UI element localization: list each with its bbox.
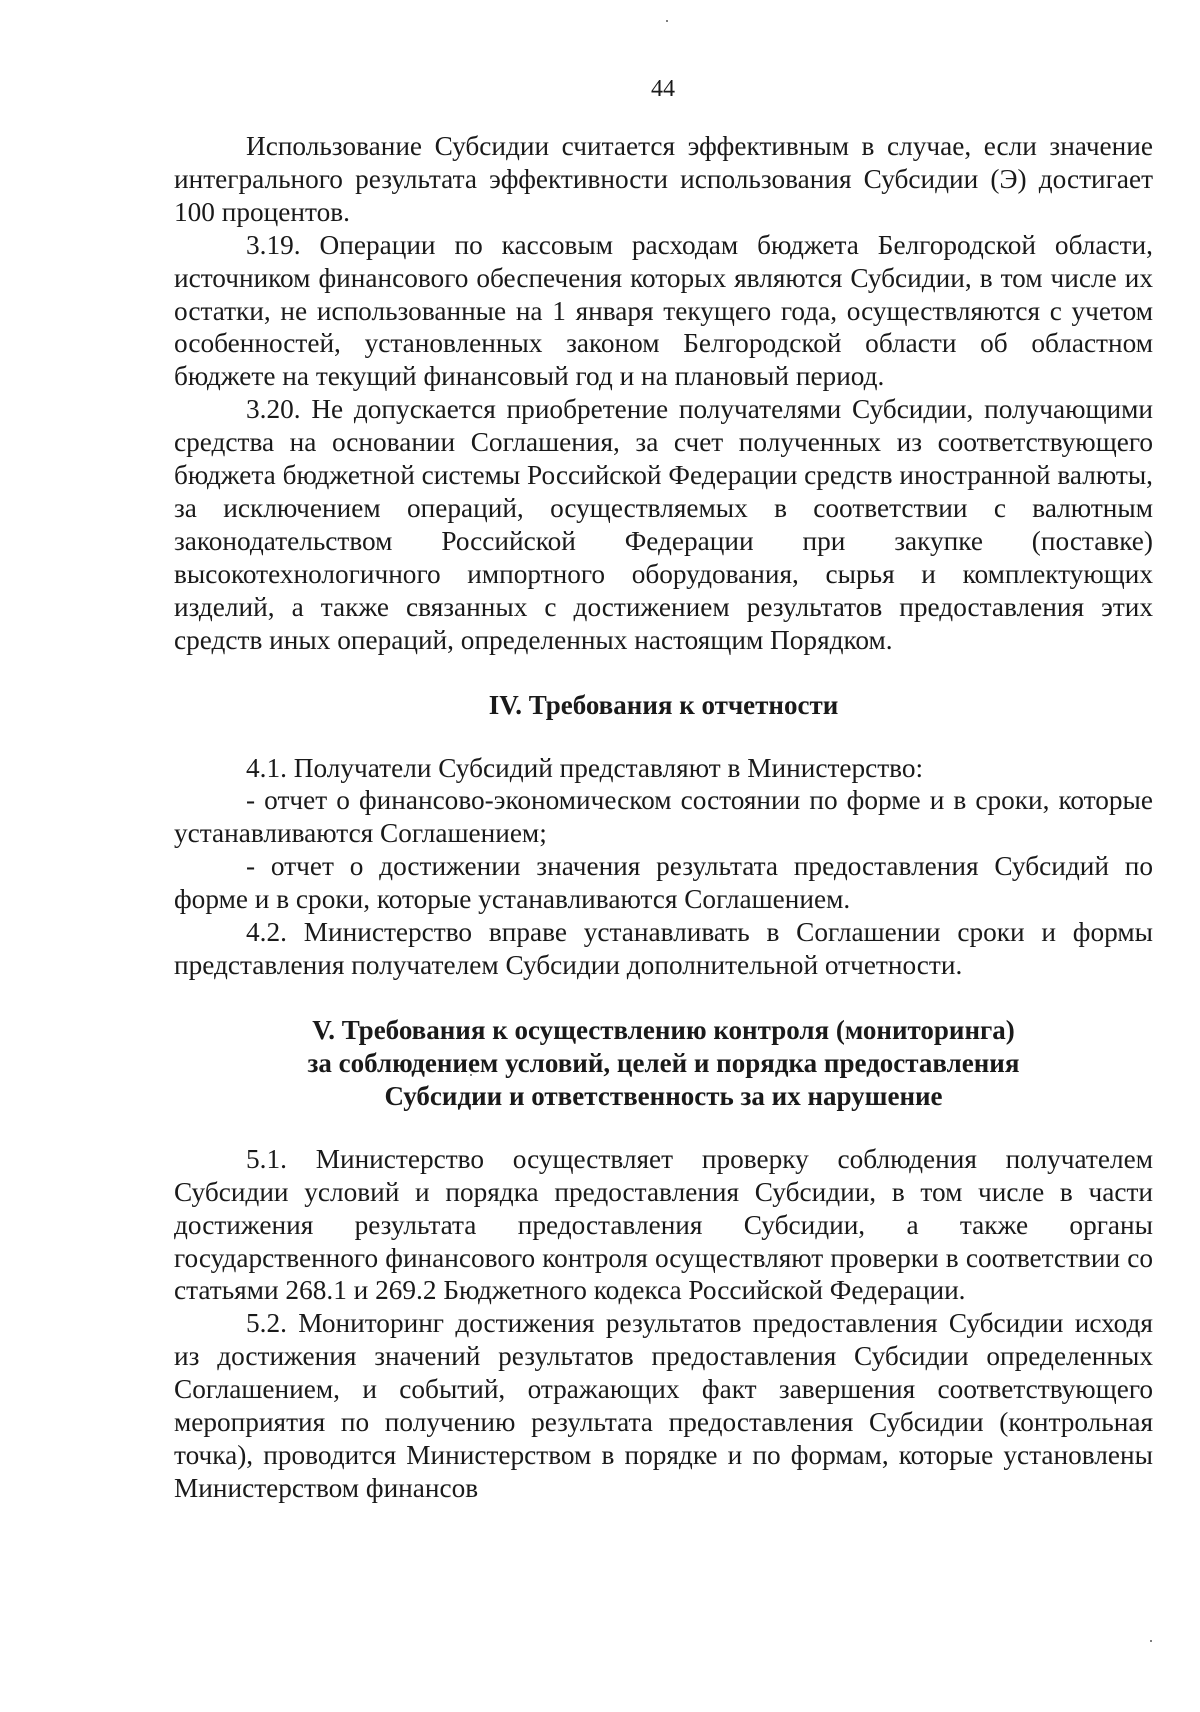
paragraph-5-1: 5.1. Министерство осуществляет проверку соблюдения получателем Субсидии условий и порядка предоставления Субсидии, в том числе в части достижения результата предоставления Субсидии, а также органы государственного финансового контроля осуществляют проверки в соответствии со статьями 268.1 и 269.2 Бюджетного кодекса Российской Федерации. [174,1143,1153,1306]
paragraph-4-1: 4.1. Получатели Субсидий представляют в Министерство: [246,752,924,783]
paragraph-5-2: 5.2. Мониторинг достижения результатов предоставления Субсидии исходя из достижения значений результатов предоставления Субсидии определенных Соглашением, и событий, отражающих факт завершения соответствующего мероприятия по получению результата предоставления Субсидии (контрольная точка), проводится Министерством в порядке и по формам, которые установлены Министерством финансов [174,1308,1153,1503]
page-number: 44 [651,76,675,102]
section-5-heading-line-3: Субсидии и ответственность за их нарушение [384,1080,943,1111]
section-4-heading: IV. Требования к отчетности [488,689,839,720]
spacer [174,657,1153,689]
spacer [174,1113,1153,1143]
spacer [174,982,1153,1014]
paragraph-4-1-item-1: - отчет о финансово-экономическом состоянии по форме и в сроки, которые устанавливаются Соглашением; [174,785,1153,849]
scan-speck [666,20,668,22]
paragraph-3-20: 3.20. Не допускается приобретение получателями Субсидии, получающими средства на основании Соглашения, за счет полученных из соответствующего бюджета бюджетной системы Российской Федерации средств иностранной валюты, за исключением операций, осуществляемых в соответствии с валютным законодательством Российской Федерации при закупке (поставке) высокотехнологичного импортного оборудования, сырья и комплектующих изделий, а также связанных с достижением результатов предоставления этих средств иных операций, определенных настоящим Порядком. [174,394,1153,655]
scan-speck [1150,1640,1152,1642]
section-5-heading-line-2: за соблюдением условий, целей и порядка предоставления [307,1047,1020,1078]
paragraph-4-2: 4.2. Министерство вправе устанавливать в Соглашении сроки и формы представления получателем Субсидии дополнительной отчетности. [174,917,1153,980]
document-body [174,130,1153,1505]
paragraph-3-19: 3.19. Операции по кассовым расходам бюджета Белгородской области, источником финансового обеспечения которых являются Субсидии, в том числе их остатки, не использованные на 1 января текущего года, осуществляются с учетом особенностей, установленных законом Белгородской области об областном бюджете на текущий финансовый год и на плановый период. [174,229,1153,392]
section-5-heading-line-1: V. Требования к осуществлению контроля (мониторинга) [312,1014,1015,1045]
paragraph-4-1-item-2: - отчет о достижении значения результата предоставления Субсидий по форме и в сроки, которые устанавливаются Соглашением. [174,851,1153,915]
spacer [174,722,1153,752]
paragraph-efficiency: Использование Субсидии считается эффективным в случае, если значение интегрального результата эффективности использования Субсидии (Э) достигает 100 процентов. [174,131,1153,227]
